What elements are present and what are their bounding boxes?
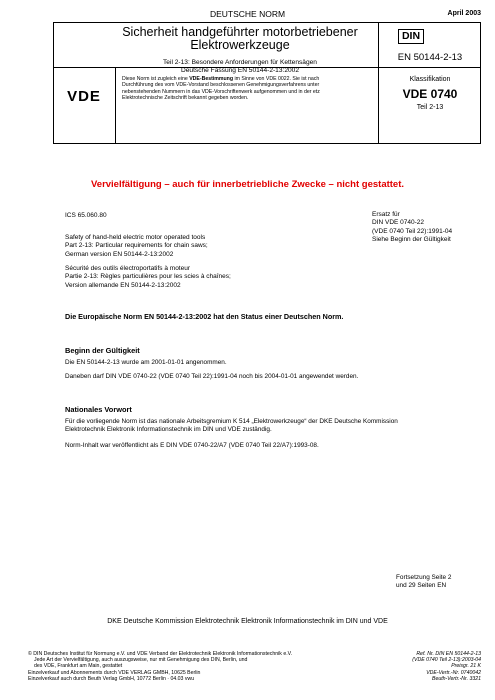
foreword-paragraph-2: Norm-Inhalt war veröffentlicht als E DIN VDE 0740-22/A7 (VDE 0740 Teil 22/A7):1993-08.: [65, 442, 319, 449]
document-subtitle: [110, 59, 370, 76]
document-title: [110, 26, 370, 52]
status-statement: Die Europäische Norm EN 50144-2-13:2002 hat den Status einer Deutschen Norm.: [65, 312, 344, 321]
subtitle-line-1: Teil 2-13: Besondere Anforderungen für Kettensägen: [163, 59, 317, 66]
dke-line: DKE Deutsche Kommission Elektrotechnik Elektronik Informationstechnik im DIN und VDE: [107, 618, 388, 625]
continuation-note: Fortsetzung Seite 2 und 29 Seiten EN: [396, 574, 452, 590]
classification-number: VDE 0740: [402, 87, 458, 101]
replacement-info: Ersatz für DIN VDE 0740-22 (VDE 0740 Teil 22):1991-04 Siehe Beginn der Gültigkeit: [372, 211, 453, 244]
foreword-heading: Nationales Vorwort: [65, 405, 132, 414]
publication-date: April 2003: [447, 10, 481, 17]
vde-notice: Diese Norm ist zugleich eine VDE-Bestimmung im Sinne von VDE 0022. Sie ist nach Durchführung des vom VDE-Vorstand beschlossenen Genehmigungsverfahrens unter nebenstehenden Nummern in das VDE-Vorschriftenwerk aufgenommen und in der etz Elektrotechnische Zeitschrift bekannt gegeben worden.: [122, 76, 320, 102]
validity-heading: Beginn der Gültigkeit: [65, 346, 140, 355]
title-line-2: Elektrowerkzeuge: [190, 38, 290, 52]
validity-paragraph-1: Die EN 50144-2-13 wurde am 2001-01-01 angenommen.: [65, 359, 227, 366]
norm-type-label: DEUTSCHE NORM: [209, 9, 286, 19]
classification-label: Klassifikation: [409, 76, 451, 83]
standard-number: EN 50144-2-13: [397, 52, 463, 63]
french-title: Sécurité des outils électroportatifs à moteur Partie 2-13: Règles particulières pour les scies à chaînes; Version allemande EN 50144-2-13:2002: [65, 265, 231, 289]
validity-paragraph-2: Daneben darf DIN VDE 0740-22 (VDE 0740 Teil 22):1991-04 noch bis 2004-01-01 angewendet werden.: [65, 373, 359, 380]
ics-code: ICS 65.060.80: [65, 212, 107, 219]
vde-logo: VDE: [67, 88, 101, 105]
english-title: Safety of hand-held electric motor operated tools Part 2-13: Particular requirements for chain saws; German version EN 50144-2-13:2002: [65, 234, 208, 258]
foreword-paragraph-1: Für die vorliegende Norm ist das nationale Arbeitsgremium K 514 „Elektrowerkzeuge“ der DKE Deutsche Kommission Elektrotechnik Elektronik Informationstechnik im DIN und VDE zuständig.: [65, 418, 398, 434]
classification-part: Teil 2-13: [416, 104, 444, 111]
reference-footer: Ref. Nr. DIN EN 50144-2-13 (VDE 0740 Teil 2-13):2003-04 Preisgr. 21 K VDE-Vertr.-Nr. 0740042 Beuth-Vertr.-Nr. 3321: [412, 651, 481, 682]
title-line-1: Sicherheit handgeführter motorbetriebener: [122, 25, 358, 39]
subtitle-line-2: Deutsche Fassung EN 50144-2-13:2002: [180, 67, 300, 75]
copyright-footer: © DIN Deutsches Institut für Normung e.V. und VDE Verband der Elektrotechnik Elektronik Informationstechnik e.V. Jede Art der Vervielfältigung, auch auszugsweise, nur mit Genehmigung des DIN, Berlin, und des VDE, Frankfurt am Main, gestattet Einzelverkauf und Abonnements durch VDE VERLAG GMBH, 10625 Berlin Einzelverkauf auch durch Beuth Verlag GmbH, 10772 Berlin · 04.03 vwu: [28, 651, 293, 682]
copy-warning: Vervielfältigung – auch für innerbetriebliche Zwecke – nicht gestattet.: [90, 179, 405, 190]
din-logo: DIN: [398, 29, 424, 44]
